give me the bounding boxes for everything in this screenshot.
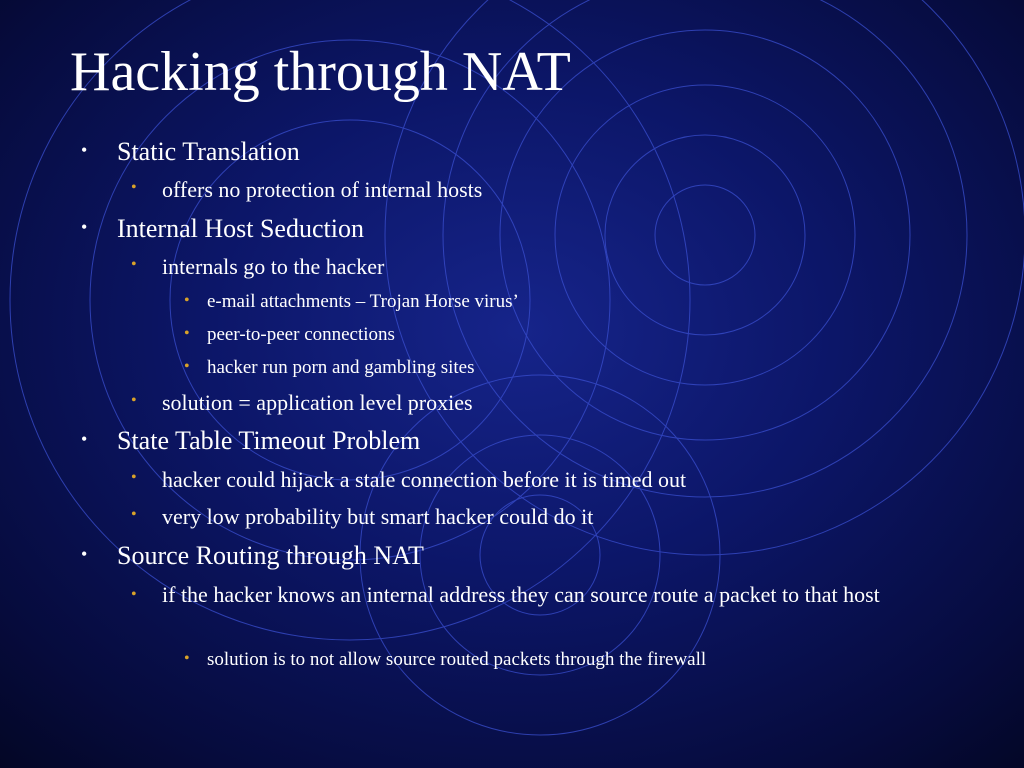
- list-item-text: very low probability but smart hacker could do it: [162, 504, 594, 529]
- bullet-icon: •: [81, 140, 88, 160]
- bullet-icon: •: [81, 217, 88, 237]
- bullet-icon: •: [131, 256, 137, 273]
- list-item-text: solution = application level proxies: [162, 390, 473, 415]
- bullet-icon: •: [81, 429, 88, 449]
- list-item: [131, 580, 922, 610]
- list-item: [131, 504, 594, 530]
- list-item-text: hacker could hijack a stale connection before it is timed out: [162, 467, 687, 492]
- list-item-text: Static Translation: [117, 137, 300, 166]
- list-item-text: Internal Host Seduction: [117, 214, 364, 243]
- slide-title: Hacking through NAT: [70, 41, 571, 103]
- bullet-icon: •: [131, 506, 137, 523]
- list-item: [81, 426, 421, 456]
- bullet-icon: •: [184, 650, 190, 667]
- bullet-icon: •: [131, 469, 137, 486]
- list-item-text: Source Routing through NAT: [117, 541, 424, 570]
- list-item-text: peer-to-peer connections: [207, 324, 395, 345]
- list-item: [184, 357, 475, 379]
- list-item: [81, 541, 424, 571]
- list-item-text: solution is to not allow source routed packets through the firewall: [207, 649, 707, 670]
- list-item-text: hacker run porn and gambling sites: [207, 357, 475, 378]
- list-item-text: internals go to the hacker: [162, 254, 385, 279]
- list-item: [184, 649, 707, 671]
- list-item: [184, 291, 519, 313]
- list-item: [131, 254, 385, 280]
- list-item: [81, 137, 300, 167]
- list-item: [131, 177, 483, 203]
- list-item-text: if the hacker knows an internal address they can source route a packet to that host: [162, 582, 880, 607]
- list-item-text: offers no protection of internal hosts: [162, 177, 483, 202]
- list-item: [131, 467, 687, 493]
- list-item: [184, 324, 395, 346]
- bullet-icon: •: [131, 179, 137, 196]
- list-item-text: State Table Timeout Problem: [117, 426, 421, 455]
- bullet-icon: •: [131, 392, 137, 409]
- list-item-text: e-mail attachments – Trojan Horse virus’: [207, 291, 519, 312]
- list-item: [131, 390, 473, 416]
- bullet-icon: •: [184, 358, 190, 375]
- bullet-icon: •: [81, 544, 88, 564]
- list-item: [81, 214, 364, 244]
- bullet-icon: •: [184, 292, 190, 309]
- bullet-icon: •: [131, 586, 137, 603]
- bullet-icon: •: [184, 325, 190, 342]
